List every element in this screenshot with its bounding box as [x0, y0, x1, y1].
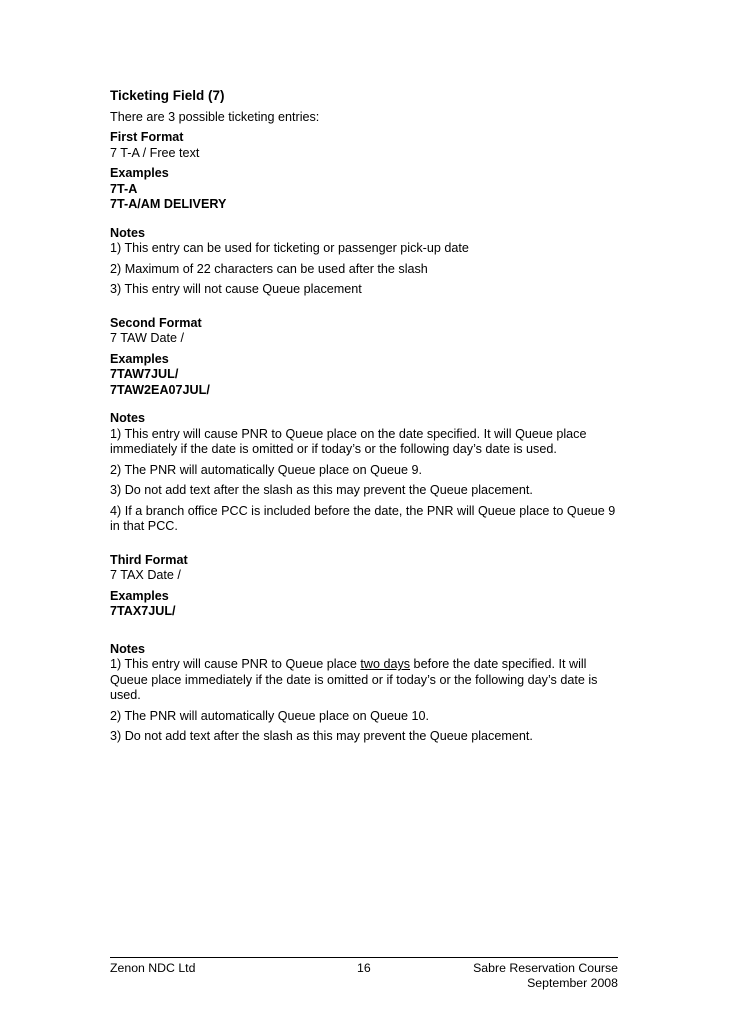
format-heading: First Format	[110, 130, 184, 144]
underlined-emphasis: two days	[360, 657, 411, 671]
first-format-section	[110, 130, 620, 298]
footer-course-info	[473, 961, 618, 991]
notes-heading: Notes	[110, 411, 145, 425]
example-entry: 7TAX7JUL/	[110, 604, 176, 618]
format-syntax: 7 TAX Date /	[110, 568, 181, 582]
note-item: 2) Maximum of 22 characters can be used after the slash	[110, 261, 428, 276]
note-item: 2) The PNR will automatically Queue place on Queue 10.	[110, 708, 429, 723]
example-entry: 7TAW2EA07JUL/	[110, 382, 210, 397]
note-item: 3) Do not add text after the slash as this may prevent the Queue placement.	[110, 483, 533, 497]
note-item: 2) The PNR will automatically Queue place on Queue 9.	[110, 462, 422, 477]
examples-heading: Examples	[110, 588, 169, 603]
format-heading: Second Format	[110, 315, 202, 330]
note-item: 1) This entry can be used for ticketing or passenger pick-up date	[110, 241, 469, 255]
examples-heading: Examples	[110, 351, 169, 366]
format-heading: Third Format	[110, 552, 188, 567]
examples-heading: Examples	[110, 166, 169, 180]
third-format-section	[110, 553, 620, 745]
note-text: before the date specified. It will Queue place immediately if the date is omitted or if today’s or the following day’s date is used.	[110, 657, 598, 702]
notes-heading: Notes	[110, 641, 145, 656]
footer-page-number: 16	[357, 961, 371, 975]
intro-text: There are 3 possible ticketing entries:	[110, 109, 320, 124]
note-item: 4) If a branch office PCC is included before the date, the PNR will Queue place to Queue 9 in that PCC.	[110, 503, 616, 533]
footer-date: September 2008	[527, 976, 618, 990]
note-text: 1) This entry will cause PNR to Queue place	[110, 657, 361, 671]
footer-course: Sabre Reservation Course	[473, 961, 618, 975]
document-body	[110, 88, 620, 750]
example-entry: 7TAW7JUL/	[110, 367, 179, 381]
note-item: 3) This entry will not cause Queue placement	[110, 282, 362, 296]
example-entry: 7T-A	[110, 181, 138, 196]
format-syntax: 7 TAW Date /	[110, 331, 184, 345]
note-item: 3) Do not add text after the slash as this may prevent the Queue placement.	[110, 729, 533, 743]
notes-heading: Notes	[110, 225, 145, 240]
page-footer	[110, 957, 618, 990]
section-title: Ticketing Field (7)	[110, 88, 225, 103]
example-entry: 7T-A/AM DELIVERY	[110, 197, 227, 211]
note-item: 1) This entry will cause PNR to Queue place on the date specified. It will Queue place immediately if the date is omitted or if today’s or the following day’s date is used.	[110, 426, 587, 456]
note-item	[110, 657, 620, 704]
footer-company: Zenon NDC Ltd	[110, 961, 196, 975]
format-syntax: 7 T-A / Free text	[110, 145, 200, 160]
second-format-section	[110, 316, 620, 535]
